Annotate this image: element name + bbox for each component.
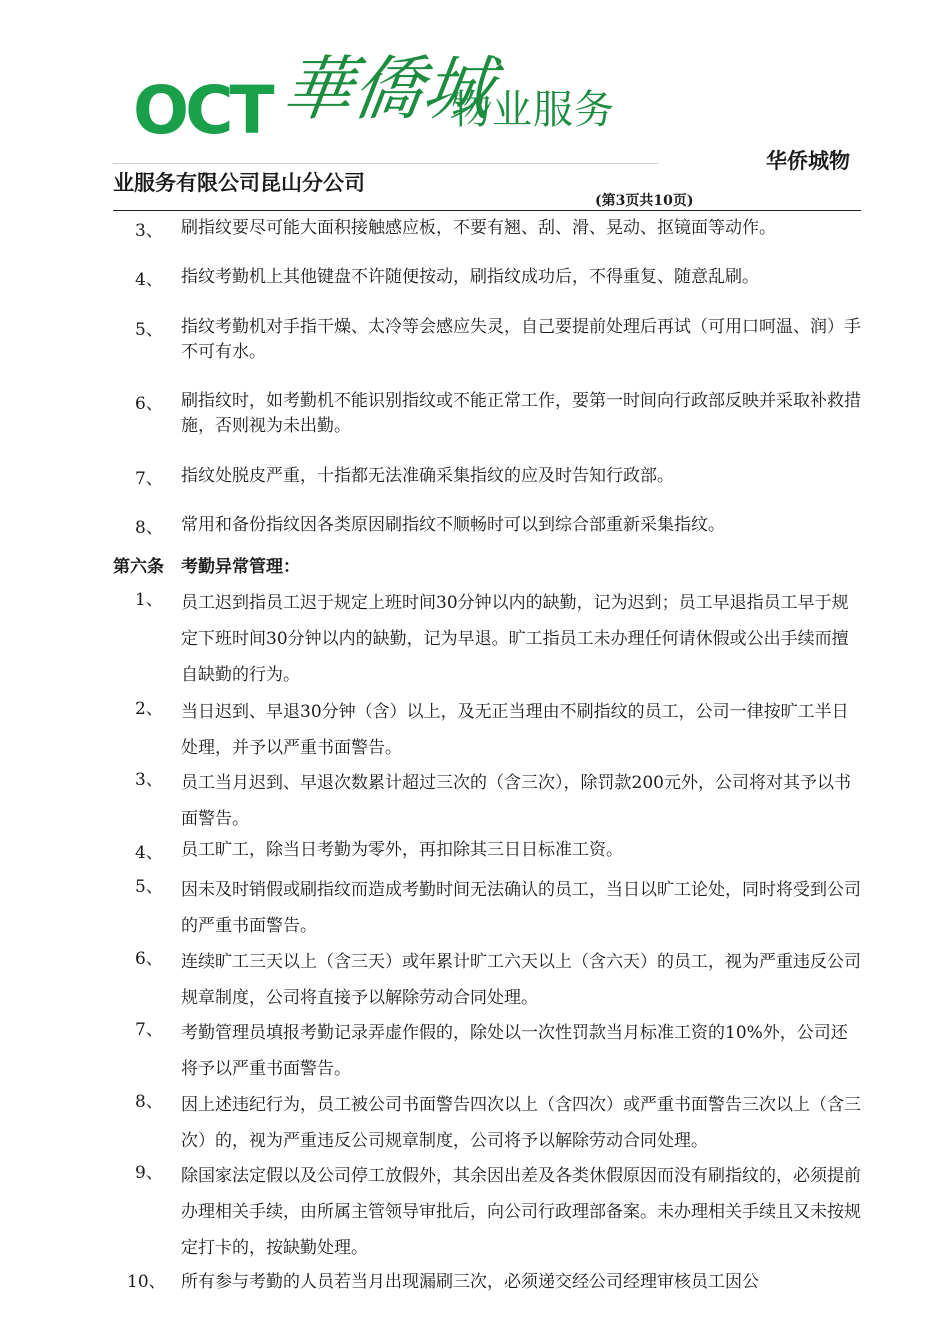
page-number: (第3页共10页) <box>595 193 694 209</box>
item-text: 所有参与考勤的人员若当月出现漏刷三次，必须递交经公司经理审核员工因公 <box>181 1272 759 1292</box>
item-number: 3、 <box>135 221 163 241</box>
section-heading: 第六条 考勤异常管理： <box>113 557 300 577</box>
logo-divider <box>113 163 658 164</box>
item-number: 5、 <box>135 877 163 897</box>
item-text: 当日迟到、早退30分钟（含）以上，及无正当理由不刷指纹的员工，公司一律按旷工半日处理，并予以严重书面警告。 <box>181 702 849 758</box>
document-header <box>0 0 950 215</box>
item-text: 考勤管理员填报考勤记录弄虚作假的，除处以一次性罚款当月标准工资的10%外，公司还将予以严重书面警告。 <box>181 1023 848 1079</box>
item-number: 4、 <box>135 843 163 863</box>
item-number: 10、 <box>127 1272 166 1292</box>
item-text: 常用和备份指纹因各类原因刷指纹不顺畅时可以到综合部重新采集指纹。 <box>181 515 725 535</box>
item-text: 员工旷工，除当日考勤为零外，再扣除其三日日标准工资。 <box>181 840 623 860</box>
item-text: 刷指纹时，如考勤机不能识别指纹或不能正常工作，要第一时间向行政部反映并采取补救措施，否则视为未出勤。 <box>181 391 861 436</box>
logo-oct-text: OCT <box>133 72 271 149</box>
item-text: 因上述违纪行为，员工被公司书面警告四次以上（含四次）或严重书面警告三次以上（含三次）的，视为严重违反公司规章制度，公司将予以解除劳动合同处理。 <box>181 1095 861 1151</box>
item-number: 8、 <box>135 1092 163 1112</box>
item-text: 指纹考勤机上其他键盘不许随便按动，刷指纹成功后，不得重复、随意乱刷。 <box>181 267 759 287</box>
item-number: 9、 <box>135 1163 163 1183</box>
company-name-part1: 华侨城物 <box>766 148 850 173</box>
header-rule <box>113 210 861 211</box>
item-text: 除国家法定假以及公司停工放假外，其余因出差及各类休假原因而没有刷指纹的，必须提前办理相关手续，由所属主管领导审批后，向公司行政理部备案。未办理相关手续且又未按规定打卡的，按缺勤处理。 <box>181 1166 861 1258</box>
logo-calligraphy-text: 華僑城 <box>277 48 499 130</box>
item-text: 因未及时销假或刷指纹而造成考勤时间无法确认的员工，当日以旷工论处，同时将受到公司的严重书面警告。 <box>181 880 861 936</box>
item-text: 连续旷工三天以上（含三天）或年累计旷工六天以上（含六天）的员工，视为严重违反公司规章制度，公司将直接予以解除劳动合同处理。 <box>181 952 861 1008</box>
item-text: 员工迟到指员工迟于规定上班时间30分钟以内的缺勤，记为迟到；员工早退指员工早于规定下班时间30分钟以内的缺勤，记为早退。旷工指员工未办理任何请休假或公出手续而擅自缺勤的行为。 <box>181 593 849 685</box>
item-text: 指纹考勤机对手指干燥、太冷等会感应失灵，自己要提前处理后再试（可用口呵温、润）手不可有水。 <box>181 317 861 362</box>
item-number: 2、 <box>135 699 163 719</box>
item-number: 6、 <box>135 949 163 969</box>
item-number: 8、 <box>135 518 163 538</box>
logo-service-text: 物业服务 <box>451 87 615 133</box>
item-number: 4、 <box>135 270 163 290</box>
item-number: 6、 <box>135 394 163 414</box>
company-name-part2: 业服务有限公司昆山分公司 <box>113 170 365 195</box>
item-number: 7、 <box>135 1020 163 1040</box>
item-text: 员工当月迟到、早退次数累计超过三次的（含三次），除罚款200元外，公司将对其予以书面警告。 <box>181 773 851 829</box>
company-logo <box>133 48 673 162</box>
item-number: 5、 <box>135 320 163 340</box>
item-number: 3、 <box>135 770 163 790</box>
item-number: 7、 <box>135 469 163 489</box>
item-text: 指纹处脱皮严重，十指都无法准确采集指纹的应及时告知行政部。 <box>181 466 674 486</box>
item-text: 刷指纹要尽可能大面积接触感应板，不要有翘、刮、滑、晃动、抠镜面等动作。 <box>181 218 776 238</box>
item-number: 1、 <box>135 590 163 610</box>
